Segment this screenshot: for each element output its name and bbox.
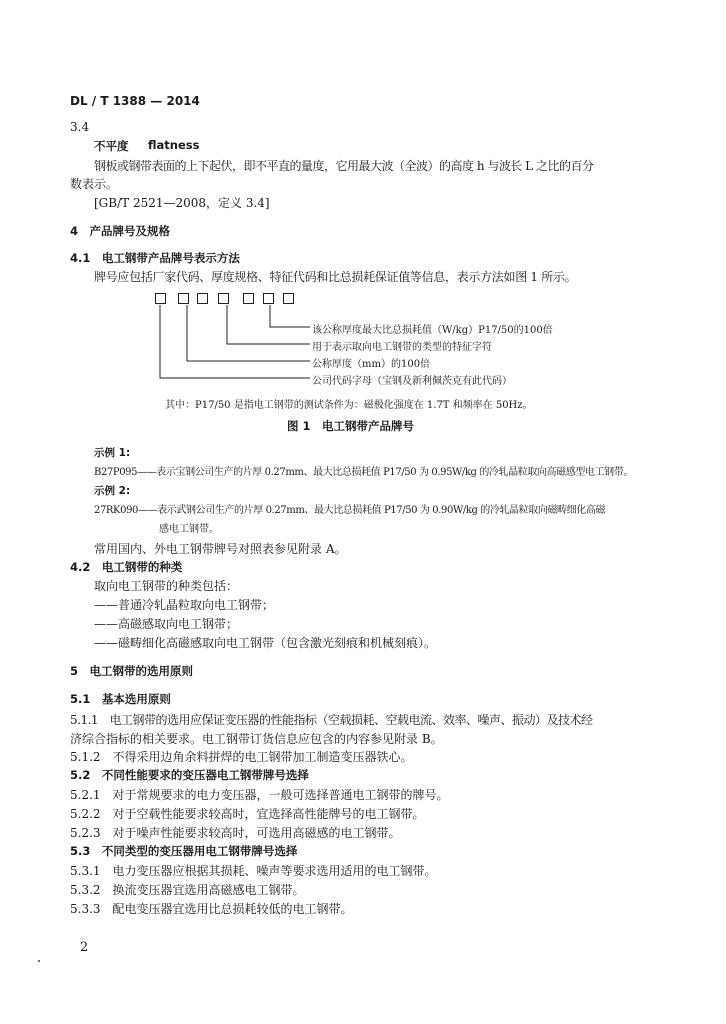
clause-5-1-2: 5.1.2 不得采用边角余料拼焊的电工钢带加工制造变压器铁心。 (70, 750, 413, 764)
term-en: flatness (148, 138, 200, 152)
section-5-3-heading: 5.3 不同类型的变压器用电工钢带牌号选择 (70, 844, 298, 858)
example-1-text: B27P095——表示宝钢公司生产的片厚 0.27mm、最大比总损耗值 P17/50 为 0.95W/kg 的冷轧晶粒取向高磁感型电工钢带。 (94, 467, 633, 478)
figure-label-thickness: 公称厚度（mm）的100倍 (312, 359, 431, 370)
section-4-heading: 4 产品牌号及规格 (70, 224, 171, 238)
list-item: ——磁畴细化高磁感取向电工钢带（包含激光刻痕和机械刻痕）。 (94, 636, 437, 650)
term-zh: 不平度 (94, 139, 129, 153)
list-item: ——高磁感取向电工钢带； (94, 617, 239, 631)
example-1-label: 示例 1: (94, 447, 131, 459)
definition-source: [GB/T 2521—2008，定义 3.4] (94, 196, 270, 210)
figure-label-type: 用于表示取向电工钢带的类型的特征字符 (312, 342, 492, 353)
figure-label-loss: 该公称厚度最大比总损耗值（W/kg）P17/50的100倍 (312, 325, 553, 336)
definition-line-2: 数表示。 (70, 177, 119, 191)
leader-line-company (160, 305, 310, 378)
section-4-1-heading: 4.1 电工钢带产品牌号表示方法 (70, 251, 240, 265)
list-item: ——普通冷轧晶粒取向电工钢带； (94, 598, 275, 612)
clause-5-3-1: 5.3.1 电力变压器应根据其损耗、噪声等要求选用适用的电工钢带。 (70, 864, 437, 878)
section-4-2-intro: 取向电工钢带的种类包括： (94, 579, 239, 593)
section-5-2-heading: 5.2 不同性能要求的变压器电工钢带牌号选择 (70, 768, 309, 782)
section-5-1-heading: 5.1 基本选用原则 (70, 692, 171, 706)
clause-5-3-2: 5.3.2 换流变压器宜选用高磁感电工钢带。 (70, 883, 305, 897)
appendix-a-reference: 常用国内、外电工钢带牌号对照表参见附录 A。 (94, 542, 347, 556)
leader-line-loss (270, 305, 310, 327)
section-5-heading: 5 电工钢带的选用原则 (70, 664, 194, 678)
example-2-label: 示例 2: (94, 485, 131, 497)
example-2-text-line-1: 27RK090——表示武钢公司生产的片厚 0.27mm、最大比总损耗值 P17/50 为 0.90W/kg 的冷轧晶粒取向磁畴细化高磁 (94, 505, 606, 516)
definition-line-1: 钢板或钢带表面的上下起伏，即不平直的量度，它用最大波（全波）的高度 h 与波长 L 之比的百分 (94, 159, 594, 173)
clause-5-1-1-line-2: 济综合指标的相关要求。电工钢带订货信息应包含的内容参见附录 B。 (70, 732, 443, 746)
leader-line-type (227, 305, 310, 344)
section-4-2-heading: 4.2 电工钢带的种类 (70, 560, 183, 574)
clause-5-2-1: 5.2.1 对于常规要求的电力变压器，一般可选择普通电工钢带的牌号。 (70, 788, 449, 802)
figure-caption: 图 1 电工钢带产品牌号 (287, 419, 415, 433)
example-2-text-line-2: 感电工钢带。 (159, 524, 219, 535)
page-number: 2 (80, 940, 89, 955)
clause-5-3-3: 5.3.3 配电变压器宜选用比总损耗较低的电工钢带。 (70, 902, 353, 916)
leader-line-thickness (187, 305, 310, 361)
scan-speck (38, 960, 40, 962)
section-3-4-number: 3.4 (70, 120, 90, 134)
clause-5-2-2: 5.2.2 对于空载性能要求较高时，宜选择高性能牌号的电工钢带。 (70, 807, 425, 821)
standard-number: DL / T 1388 — 2014 (70, 94, 200, 108)
clause-5-1-1-line-1: 5.1.1 电工钢带的选用应保证变压器的性能指标（空载损耗、空载电流、效率、噪声、振动）及技术经 (70, 713, 593, 727)
section-4-1-paragraph: 牌号应包括厂家代码、厚度规格、特征代码和比总损耗保证值等信息，表示方法如图 1 所示。 (94, 270, 577, 284)
clause-5-2-3: 5.2.3 对于噪声性能要求较高时，可选用高磁感的电工钢带。 (70, 826, 401, 840)
figure-label-company: 公司代码字母（宝钢及新利佩茨克有此代码） (312, 376, 512, 387)
figure-note: 其中：P17/50 是指电工钢带的测试条件为：磁极化强度在 1.7T 和频率在 50Hz。 (165, 400, 533, 411)
